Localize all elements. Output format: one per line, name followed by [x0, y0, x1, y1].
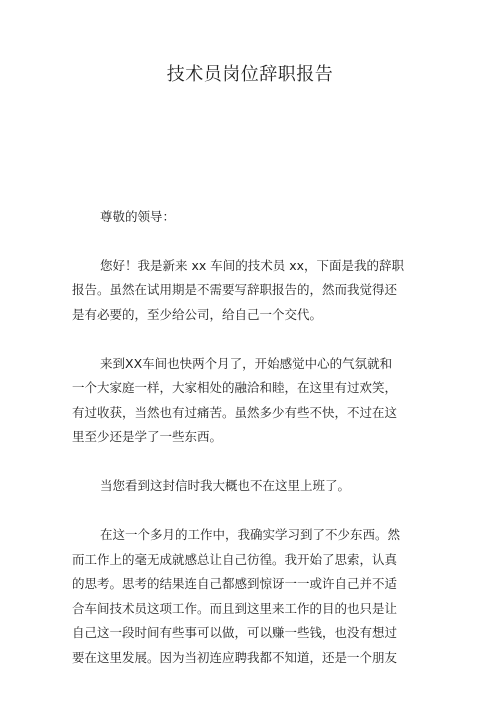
paragraph-line: 合车间技术员这项工作。而且到这里来工作的目的也只是让 — [72, 600, 398, 616]
paragraph-line: 有过收获，当然也有过痛苦。虽然多少有些不快，不过在这 — [72, 404, 398, 420]
paragraph-line: 在这一个多月的工作中，我确实学习到了不少东西。然 — [100, 527, 401, 542]
paragraph-3 — [72, 474, 402, 499]
paragraph-1 — [72, 254, 405, 328]
spacer — [72, 499, 402, 524]
spacer — [72, 327, 402, 352]
paragraph-line: 报告。虽然在试用期是不需要写辞职报告的，然而我觉得还 — [72, 282, 398, 297]
paragraph-line: 是有必要的，至少给公司，给自己一个交代。 — [72, 306, 323, 322]
paragraph-line: 自己这一段时间有些事可以做，可以赚一些钱，也没有想过 — [72, 625, 398, 640]
paragraph-line: 里至少还是学了一些东西。 — [72, 429, 223, 444]
document-body — [72, 180, 405, 670]
paragraph-line: 一个大家庭一样，大家相处的融洽和睦，在这里有过欢笑， — [72, 380, 398, 395]
paragraph-2 — [72, 352, 402, 450]
spacer — [72, 229, 402, 254]
paragraph-line: 要在这里发展。因为当初连应聘我都不知道，还是一个朋友 — [72, 649, 398, 665]
greeting: 尊敬的领导： — [100, 208, 176, 224]
paragraph-line: 当您看到这封信时我大概也不在这里上班了。 — [100, 478, 351, 493]
paragraph-line: 您好！我是新来 xx 车间的技术员 xx，下面是我的辞职 — [100, 257, 405, 273]
spacer — [72, 450, 402, 475]
paragraph-4 — [72, 523, 402, 670]
paragraph-line: 来到XX车间也快两个月了，开始感觉中心的气氛就和 — [100, 355, 393, 371]
paragraph-line: 而工作上的毫无成就感总让自己彷徨。我开始了思索，认真 — [72, 551, 398, 567]
spacer — [72, 180, 402, 205]
paragraph-line: 的思考。思考的结果连自己都感到惊讶一一或许自己并不适 — [72, 576, 398, 591]
document-title: 技术员岗位辞职报告 — [166, 64, 334, 85]
